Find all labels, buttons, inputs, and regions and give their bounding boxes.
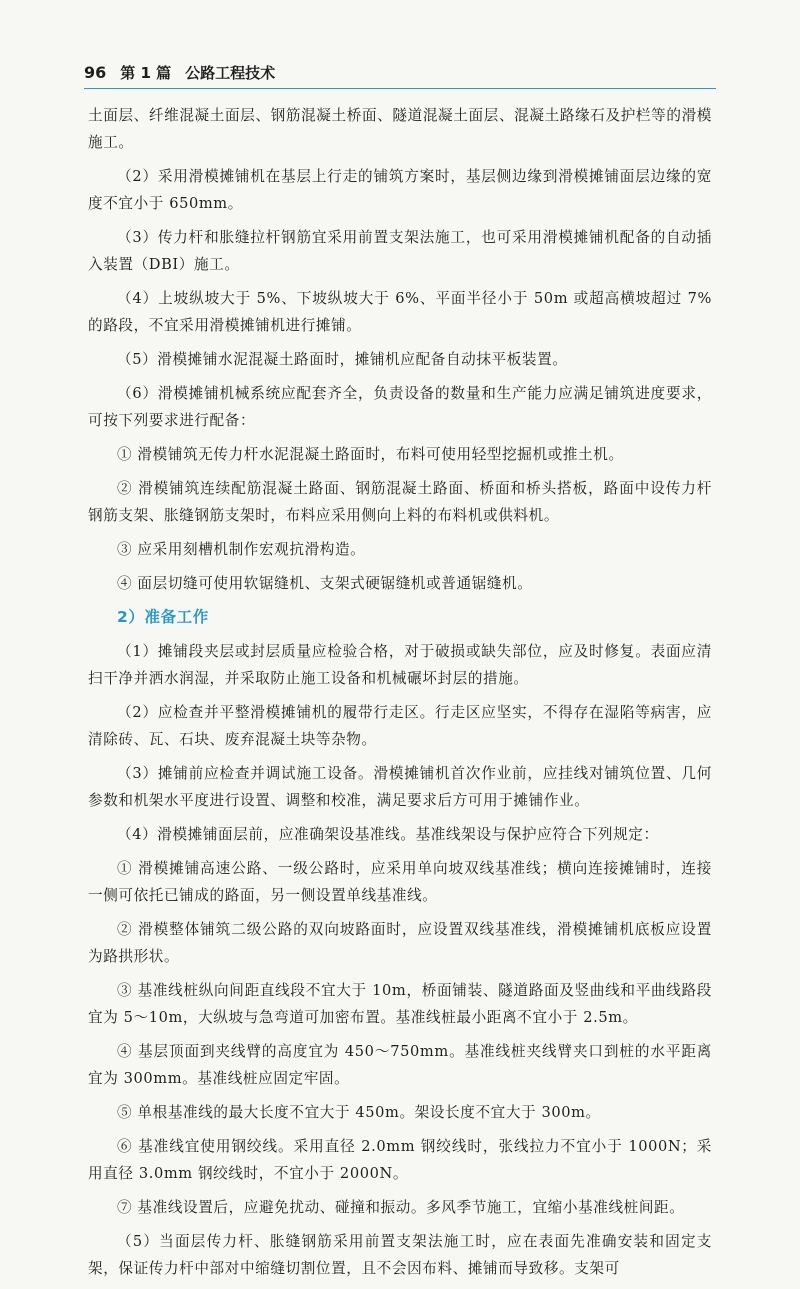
- paragraph: （2）应检查并平整滑模摊铺机的履带行走区。行走区应坚实，不得存在湿陷等病害，应清除砖、瓦、石块、废弃混凝土块等杂物。: [88, 704, 712, 748]
- paragraph: ② 滑模铺筑连续配筋混凝土路面、钢筋混凝土路面、桥面和桥头搭板，路面中设传力杆钢筋支架、胀缝钢筋支架时，布料应采用侧向上料的布料机或供料机。: [88, 480, 712, 524]
- paragraph: 土面层、纤维混凝土面层、钢筋混凝土桥面、隧道混凝土面层、混凝土路缘石及护栏等的滑模施工。: [88, 107, 712, 151]
- paragraph: ④ 基层顶面到夹线臂的高度宜为 450～750mm。基准线桩夹线臂夹口到桩的水平距离宜为 300mm。基准线桩应固定牢固。: [88, 1043, 712, 1087]
- paragraph: （4）上坡纵坡大于 5%、下坡纵坡大于 6%、平面半径小于 50m 或超高横坡超过 7% 的路段，不宜采用滑模摊铺机进行摊铺。: [88, 290, 712, 334]
- paragraph: ⑦ 基准线设置后，应避免扰动、碰撞和振动。多风季节施工，宜缩小基准线桩间距。: [117, 1199, 685, 1216]
- body-text: [88, 102, 712, 1289]
- page-number: 96: [84, 62, 107, 82]
- paragraph: ⑤ 单根基准线的最大长度不宜大于 450m。架设长度不宜大于 300m。: [117, 1104, 601, 1121]
- section-heading: 2）准备工作: [117, 608, 209, 626]
- paragraph: （3）传力杆和胀缝拉杆钢筋宜采用前置支架法施工，也可采用滑模摊铺机配备的自动插入装置（DBI）施工。: [88, 229, 712, 273]
- paragraph: ③ 应采用刻槽机制作宏观抗滑构造。: [117, 541, 366, 558]
- paragraph: （4）滑模摊铺面层前，应准确架设基准线。基准线架设与保护应符合下列规定：: [117, 826, 659, 843]
- page-header: [84, 58, 714, 86]
- paragraph: ② 滑模整体铺筑二级公路的双向坡路面时，应设置双线基准线，滑模摊铺机底板应设置为路拱形状。: [88, 921, 712, 965]
- part-label: 第 1 篇: [120, 63, 172, 82]
- paragraph: （3）摊铺前应检查并调试施工设备。滑模摊铺机首次作业前，应挂线对铺筑位置、几何参数和机架水平度进行设置、调整和校准，满足要求后方可用于摊铺作业。: [88, 765, 712, 809]
- paragraph: ① 滑模铺筑无传力杆水泥混凝土路面时，布料可使用轻型挖掘机或推土机。: [117, 446, 624, 463]
- paragraph: （5）滑模摊铺水泥混凝土路面时，摊铺机应配备自动抹平板装置。: [117, 351, 568, 368]
- paragraph: ④ 面层切缝可使用软锯缝机、支架式硬锯缝机或普通锯缝机。: [117, 575, 533, 592]
- paragraph: ③ 基准线桩纵向间距直线段不宜大于 10m，桥面铺装、隧道路面及竖曲线和平曲线路段宜为 5～10m，大纵坡与急弯道可加密布置。基准线桩最小距离不宜小于 2.5m。: [88, 982, 712, 1026]
- paragraph: （6）滑模摊铺机械系统应配套齐全，负责设备的数量和生产能力应满足铺筑进度要求，可按下列要求进行配备：: [88, 385, 712, 429]
- paragraph: ① 滑模摊铺高速公路、一级公路时，应采用单向坡双线基准线；横向连接摊铺时，连接一侧可依托已铺成的路面，另一侧设置单线基准线。: [88, 860, 712, 904]
- paragraph: ⑥ 基准线宜使用钢绞线。采用直径 2.0mm 钢绞线时，张线拉力不宜小于 1000N；采用直径 3.0mm 钢绞线时，不宜小于 2000N。: [88, 1138, 712, 1182]
- header-rule: [84, 88, 716, 89]
- paragraph: （5）当面层传力杆、胀缝钢筋采用前置支架法施工时，应在表面先准确安装和固定支架，保证传力杆中部对中缩缝切割位置，且不会因布料、摊铺而导致移。支架可: [88, 1233, 712, 1277]
- header-title: 公路工程技术: [185, 63, 276, 82]
- paragraph: （1）摊铺段夹层或封层质量应检验合格，对于破损或缺失部位，应及时修复。表面应清扫干净并洒水润湿，并采取防止施工设备和机械碾坏封层的措施。: [88, 643, 712, 687]
- paragraph: （2）采用滑模摊铺机在基层上行走的铺筑方案时，基层侧边缘到滑模摊铺面层边缘的宽度不宜小于 650mm。: [88, 168, 712, 212]
